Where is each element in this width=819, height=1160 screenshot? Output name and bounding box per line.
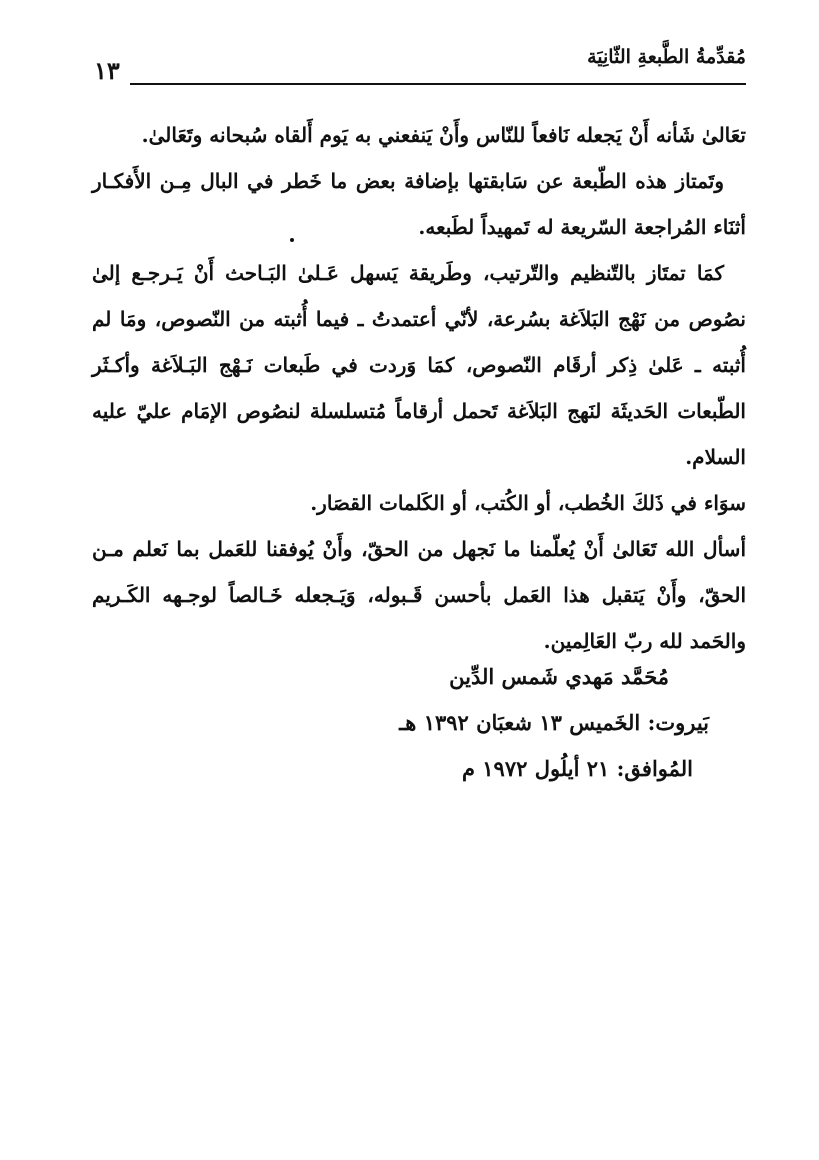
stray-dot [290, 238, 294, 242]
author-name: مُحَمَّد مَهدي شَمس الدِّين [449, 664, 669, 689]
paragraph-4: سوَاء في ذَلكَ الخُطب، أو الكُتب، أو الكَلمات القصَار. [310, 491, 746, 515]
header-rule [130, 83, 746, 85]
paragraph-3: كمَا تمتَاز بالتّنظيم والتّرتيب، وطَريقة يَسهل عَـلىٰ البَـاحث أَنْ يَـرجـع إلىٰ نصُوص من نَهْج البَلاَغة بسُرعة، لأنّي أعتمدتُ ـ فيما أُثبته من النّصوص، ومَا لم أُثبته ـ عَلىٰ ذِكر أرقَام النّصوص، كمَا وَردت في طَبعات نَـهْج البَـلاَغة وأكـثَر الطّبعات الحَديثَة لنَهج البَلاَغة تَحمل أرقاماً مُتسلسلة لنصُوص الإمَام عليّ عليه السلام. [92, 261, 746, 469]
paragraph-1: تعَالىٰ شَأنه أَنْ يَجعله نَافعاً للنّاس وأَنْ يَنفعني به يَوم أَلقاه سُبحانه وتَعَالىٰ. [141, 123, 746, 147]
place-date: بَيروت: الخَميس ١٣ شعبَان ١٣٩٢ هـ [399, 710, 709, 735]
running-title: مُقدِّمةُ الطَّبعةِ الثّانِيَة [587, 46, 746, 68]
paragraph-2: وتَمتاز هذه الطّبعة عن سَابقتها بإضافة بعض ما خَطر في البال مِـن الأَفكـار أثنَاء المُراجعة السّريعة له تَمهيداً لطَبعه. [92, 169, 746, 239]
gregorian-date: المُوافق: ٢١ أيلُول ١٩٧٢ م [461, 756, 693, 781]
signature-block [399, 654, 709, 792]
body-text [92, 112, 746, 664]
page-header [92, 40, 746, 86]
page-number: ١٣ [94, 56, 120, 85]
paragraph-5: أسأل الله تَعَالىٰ أَنْ يُعلّمنا ما نَجهل من الحقّ، وأَنْ يُوفقنا للعَمل بما نَعلم مـن الحقّ، وأَنْ يَتقبل هذا العَمل بأحسن قَـبوله، وَيَـجعله خَـالصاً لوجـهه الكَـريم والحَمد لله ربّ العَالِمين. [92, 537, 746, 653]
